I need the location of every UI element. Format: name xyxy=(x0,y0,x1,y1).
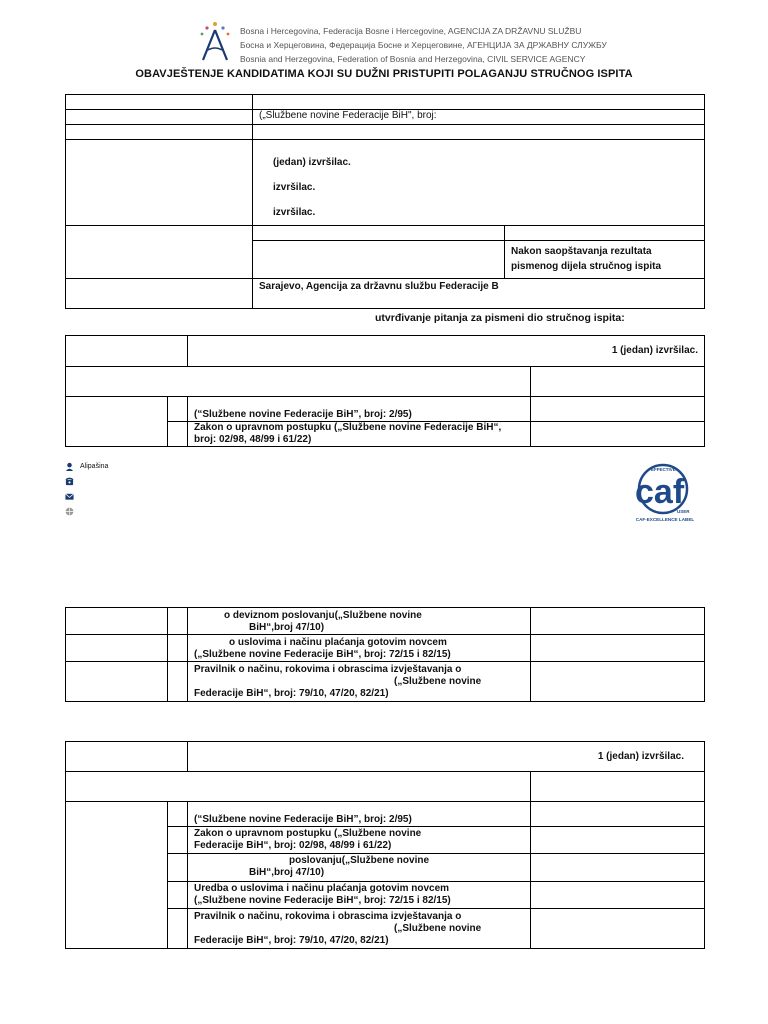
laws-table-3 xyxy=(65,741,705,949)
phone-icon xyxy=(65,477,74,486)
cell xyxy=(66,367,531,397)
cell xyxy=(66,742,188,772)
law-line: („Službene novine xyxy=(394,923,482,934)
cell xyxy=(66,226,253,279)
exam-location: Sarajevo, Agencija za državnu službu Federacije B xyxy=(253,279,705,309)
cell xyxy=(531,662,705,702)
law-line: BiH“,broj 47/10) xyxy=(249,867,325,878)
law-item xyxy=(188,909,531,949)
header-line-bs: Bosna i Hercegovina, Federacija Bosne i Hercegovine, AGENCIJA ZA DRŽAVNU SLUŽBU xyxy=(240,26,582,36)
cell xyxy=(168,608,188,635)
globe-icon xyxy=(65,507,74,516)
agency-logo xyxy=(195,20,235,64)
cell xyxy=(168,802,188,827)
law-line: Federacije BiH“, broj: 79/10, 47/20, 82/21) xyxy=(194,688,389,699)
cell xyxy=(66,279,253,309)
envelope-icon xyxy=(65,492,74,501)
cell xyxy=(253,95,705,110)
law-line: („Službene novine xyxy=(394,676,482,687)
caf-logo xyxy=(625,463,705,525)
cell xyxy=(66,662,168,702)
address-text: Alipašina xyxy=(80,463,109,470)
cell xyxy=(66,125,253,140)
svg-text:caf: caf xyxy=(635,473,685,511)
cell xyxy=(531,909,705,949)
law-item xyxy=(188,635,531,662)
law-item: Zakon o upravnom postupku („Službene novine Federacije BiH“, broj: 02/98, 48/99 i 61/22) xyxy=(188,422,531,447)
cell xyxy=(66,802,168,949)
cell xyxy=(531,882,705,909)
cell xyxy=(531,827,705,854)
law-line: Pravilnik o načinu, rokovima i obrascima izvještavanja o xyxy=(194,664,462,675)
laws-table-2 xyxy=(65,607,705,702)
executor-count-2: izvršilac. xyxy=(273,182,316,193)
law-line: Federacije BiH“, broj: 79/10, 47/20, 82/21) xyxy=(194,935,389,946)
law-line: Uredba o uslovima i načinu plaćanja gotovim novcem xyxy=(194,883,450,894)
caf-sub-text: USER xyxy=(677,509,690,514)
exam-info-table xyxy=(65,94,705,309)
law-line: Federacije BiH“, broj: 02/98, 48/99 i 61/22) xyxy=(194,840,392,851)
cell xyxy=(168,827,188,854)
cell xyxy=(168,397,188,422)
cell xyxy=(66,772,531,802)
cell xyxy=(253,226,505,241)
cell xyxy=(66,140,253,226)
executor-count-3: izvršilac. xyxy=(273,207,316,218)
cell xyxy=(253,125,705,140)
cell xyxy=(531,635,705,662)
cell xyxy=(168,882,188,909)
cell xyxy=(66,397,168,447)
results-note: Nakon saopštavanja rezultata pismenog dijela stručnog ispita xyxy=(505,241,705,279)
cell xyxy=(168,909,188,949)
law-item: (“Službene novine Federacije BiH”, broj: 2/95) xyxy=(188,397,531,422)
gazette-reference: („Službene novine Federacije BiH", broj: xyxy=(253,110,705,125)
cell xyxy=(531,854,705,882)
section-subtitle: utvrđivanje pitanja za pismeni dio stručnog ispita: xyxy=(375,312,625,324)
cell xyxy=(531,802,705,827)
law-line: BiH“,broj 47/10) xyxy=(249,622,325,633)
cell xyxy=(253,241,505,279)
law-line: o uslovima i načinu plaćanja gotovim novcem xyxy=(229,637,447,648)
law-line: („Službene novine Federacije BiH“, broj: 72/15 i 82/15) xyxy=(194,895,451,906)
cell xyxy=(66,336,188,367)
cell xyxy=(531,422,705,447)
cell xyxy=(531,772,705,802)
law-line: o deviznom poslovanju(„Službene novine xyxy=(224,610,422,621)
page-title: OBAVJEŠTENJE KANDIDATIMA KOJI SU DUŽNI PRISTUPITI POLAGANJU STRUČNOG ISPITA xyxy=(135,68,633,80)
cell xyxy=(168,422,188,447)
executor-count: 1 (jedan) izvršilac. xyxy=(188,742,705,772)
contact-address xyxy=(65,462,108,471)
caf-top-text: EFFECTIVE xyxy=(651,467,676,472)
law-item xyxy=(188,882,531,909)
cell xyxy=(531,608,705,635)
location-icon xyxy=(65,462,74,471)
law-item: (“Službene novine Federacije BiH”, broj: 2/95) xyxy=(188,802,531,827)
cell xyxy=(168,662,188,702)
law-item xyxy=(188,608,531,635)
law-line: Zakon o upravnom postupku („Službene novine xyxy=(194,828,422,839)
header-line-en: Bosnia and Herzegovina, Federation of Bosnia and Herzegovina, CIVIL SERVICE AGENCY xyxy=(240,54,586,64)
cell xyxy=(531,397,705,422)
law-item xyxy=(188,662,531,702)
contact-web xyxy=(65,507,74,516)
caf-logo-graphic xyxy=(625,463,705,525)
contact-phone xyxy=(65,477,74,486)
cell xyxy=(66,95,253,110)
contact-email xyxy=(65,492,74,501)
law-item xyxy=(188,854,531,882)
laws-table-1 xyxy=(65,335,705,447)
header-line-sr: Босна и Херцеговина, Федерација Босне и Херцеговине, АГЕНЦИЈА ЗА ДРЖАВНУ СЛУЖБУ xyxy=(240,40,607,50)
cell xyxy=(531,367,705,397)
cell xyxy=(66,635,168,662)
law-item xyxy=(188,827,531,854)
cell xyxy=(505,226,705,241)
law-line: Pravilnik o načinu, rokovima i obrascima izvještavanja o xyxy=(194,911,462,922)
law-line: („Službene novine Federacije BiH“, broj: 72/15 i 82/15) xyxy=(194,649,451,660)
caf-label-text: CAF-EXCELLENCE LABEL xyxy=(635,517,695,522)
cell xyxy=(168,635,188,662)
cell xyxy=(66,110,253,125)
law-line: poslovanju(„Službene novine xyxy=(289,855,430,866)
executor-count: 1 (jedan) izvršilac. xyxy=(188,336,705,367)
cell xyxy=(168,854,188,882)
cell xyxy=(66,608,168,635)
executor-count-1: (jedan) izvršilac. xyxy=(273,157,351,168)
